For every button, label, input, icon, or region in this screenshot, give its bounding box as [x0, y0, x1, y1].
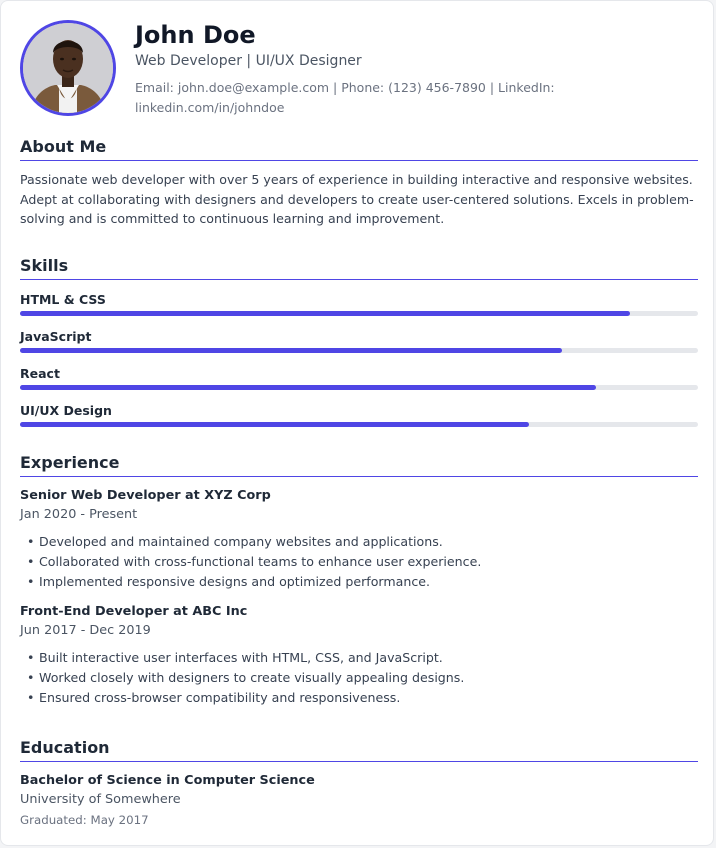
job-dates: Jan 2020 - Present: [20, 507, 138, 522]
skill-bar-track: [20, 311, 698, 316]
header-text: [135, 20, 695, 118]
school: University of Somewhere: [20, 792, 181, 807]
list-item: • Implemented responsive designs and optimized performance.: [20, 572, 698, 592]
skill-bar-track: [20, 385, 698, 390]
list-item: • Built interactive user interfaces with HTML, CSS, and JavaScript.: [20, 648, 698, 668]
job-title: Front-End Developer at ABC Inc: [20, 604, 248, 619]
profile-photo: [23, 23, 113, 113]
job-title: Senior Web Developer at XYZ Corp: [20, 488, 271, 503]
skills-heading: Skills: [20, 256, 698, 280]
skill-item: [20, 329, 698, 366]
about-text: Passionate web developer with over 5 years of experience in building interactive and responsive websites. Adept at collaborating with designers and developers to create user-centered solutions. Excels in problem-solving and is committed to continuous learning and improvement.: [20, 172, 694, 226]
about-heading: About Me: [20, 137, 698, 161]
education-heading: Education: [20, 738, 698, 762]
education-section: [20, 738, 698, 829]
skill-item: [20, 292, 698, 329]
skill-label: HTML & CSS: [20, 292, 106, 307]
job-dates: Jun 2017 - Dec 2019: [20, 623, 151, 638]
skill-bar-track: [20, 422, 698, 427]
skill-bar-track: [20, 348, 698, 353]
job-entry: [20, 487, 698, 592]
job-entry: [20, 603, 698, 708]
profile-title: Web Developer | UI/UX Designer: [135, 53, 362, 69]
profile-name: John Doe: [135, 21, 256, 49]
job-duties: [20, 532, 698, 592]
list-item: • Collaborated with cross-functional teams to enhance user experience.: [20, 552, 698, 572]
graduation-date: Graduated: May 2017: [20, 813, 149, 827]
skills-list: [20, 292, 698, 440]
skill-bar-fill: [20, 385, 596, 390]
degree: Bachelor of Science in Computer Science: [20, 773, 315, 788]
skill-bar-fill: [20, 422, 529, 427]
skill-item: [20, 366, 698, 403]
experience-section: [20, 453, 698, 708]
list-item: • Worked closely with designers to create visually appealing designs.: [20, 668, 698, 688]
job-duties: [20, 648, 698, 708]
skill-label: UI/UX Design: [20, 403, 112, 418]
contact-info: Email: john.doe@example.com | Phone: (123) 456-7890 | LinkedIn: linkedin.com/in/johndoe: [135, 80, 555, 115]
avatar: [20, 20, 116, 116]
skill-bar-fill: [20, 348, 562, 353]
skill-label: JavaScript: [20, 329, 92, 344]
education-entry: [20, 772, 698, 829]
about-section: [20, 137, 698, 229]
experience-heading: Experience: [20, 453, 698, 477]
list-item: • Ensured cross-browser compatibility and responsiveness.: [20, 688, 698, 708]
resume-header: [20, 20, 700, 120]
skill-item: [20, 403, 698, 440]
skills-section: [20, 256, 698, 440]
skill-label: React: [20, 366, 60, 381]
skill-bar-fill: [20, 311, 630, 316]
list-item: • Developed and maintained company websites and applications.: [20, 532, 698, 552]
